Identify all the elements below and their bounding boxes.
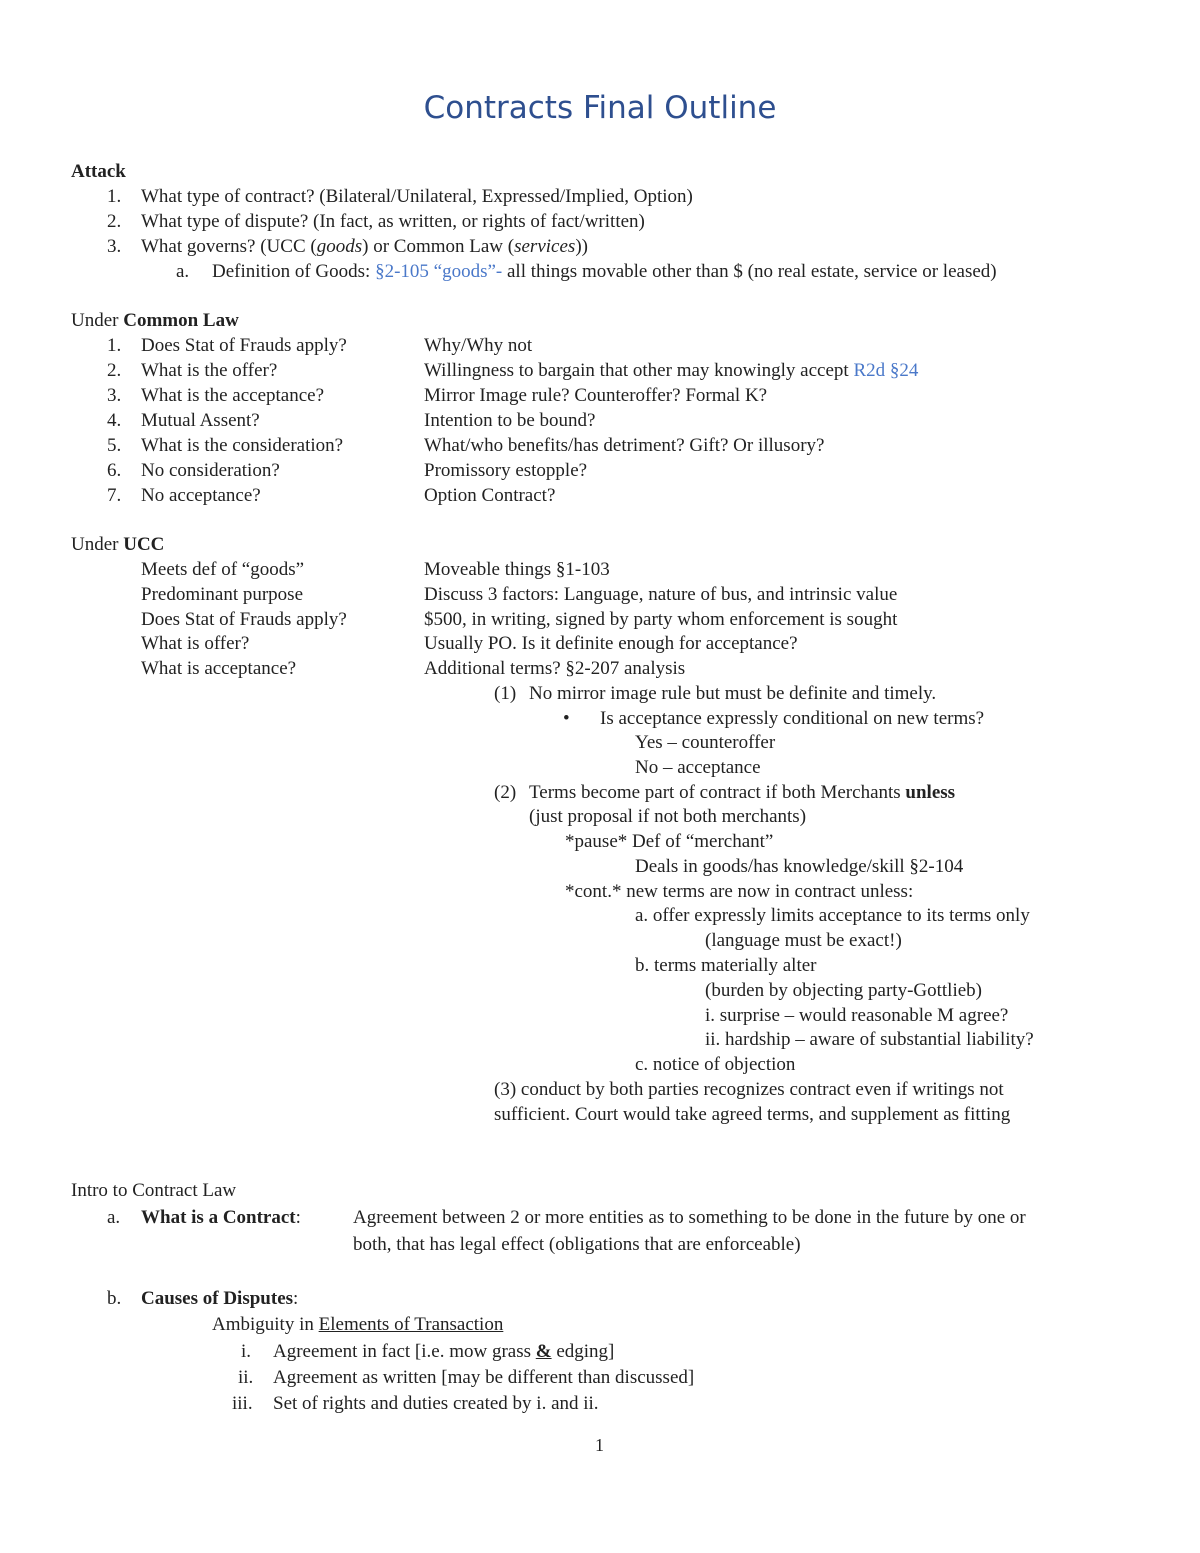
contract-definition-label: What is a Contract: xyxy=(141,1207,301,1228)
analysis-text: No mirror image rule but must be definite and timely. xyxy=(529,683,937,704)
cl-row-answer: What/who benefits/has detriment? Gift? Or illusory? xyxy=(424,435,825,456)
analysis-text: sufficient. Court would take agreed terms, and supplement as fitting xyxy=(494,1104,1011,1125)
cl-row-num: 2. xyxy=(107,360,122,381)
ucc-row-question: What is offer? xyxy=(141,633,250,654)
section-2-105-link: §2-105 “goods”- xyxy=(375,261,507,282)
cl-row-num: 1. xyxy=(107,335,122,356)
page-title: Contracts Final Outline xyxy=(423,90,777,126)
analysis-text: Deals in goods/has knowledge/skill §2-104 xyxy=(635,856,964,877)
cl-row-question: What is the offer? xyxy=(141,360,278,381)
ucc-row-answer: Discuss 3 factors: Language, nature of bus, and intrinsic value xyxy=(424,584,898,605)
contract-definition: both, that has legal effect (obligations that are enforceable) xyxy=(353,1234,801,1255)
cl-row-question: Does Stat of Frauds apply? xyxy=(141,335,347,356)
analysis-text: *pause* Def of “merchant” xyxy=(565,831,774,852)
page-number: 1 xyxy=(595,1435,604,1455)
analysis-text: (just proposal if not both merchants) xyxy=(529,806,807,827)
analysis-num: (1) xyxy=(494,683,517,704)
intro-heading: Intro to Contract Law xyxy=(71,1180,237,1201)
common-law-heading: Under Common Law xyxy=(71,310,239,331)
ucc-row-answer: Additional terms? §2-207 analysis xyxy=(424,658,686,679)
cl-row-question: No acceptance? xyxy=(141,485,261,506)
element-item: Set of rights and duties created by i. and ii. xyxy=(273,1393,599,1414)
cl-row-question: No consideration? xyxy=(141,460,280,481)
causes-label: Causes of Disputes: xyxy=(141,1288,299,1309)
ucc-row-question: What is acceptance? xyxy=(141,658,297,679)
analysis-text: b. terms materially alter xyxy=(635,955,817,976)
cl-row-num: 6. xyxy=(107,460,122,481)
analysis-text: (3) conduct by both parties recognizes contract even if writings not xyxy=(494,1079,1004,1100)
analysis-text: (burden by objecting party-Gottlieb) xyxy=(705,980,983,1001)
ucc-row-question: Meets def of “goods” xyxy=(141,559,305,580)
bullet-icon: • xyxy=(563,708,570,729)
element-item: Agreement in fact [i.e. mow grass & edging] xyxy=(273,1341,615,1362)
intro-letter: a. xyxy=(107,1207,121,1228)
ucc-row-answer: Usually PO. Is it definite enough for acceptance? xyxy=(424,633,798,654)
cl-row-answer: Why/Why not xyxy=(424,335,533,356)
analysis-text: Terms become part of contract if both Merchants unless xyxy=(529,782,956,803)
r2d-24-link: R2d §24 xyxy=(853,360,919,381)
attack-item-num: 1. xyxy=(107,186,122,207)
ucc-row-question: Predominant purpose xyxy=(141,584,304,605)
cl-row-question: What is the acceptance? xyxy=(141,385,325,406)
cl-row-num: 4. xyxy=(107,410,122,431)
analysis-text: *cont.* new terms are now in contract unless: xyxy=(565,881,914,902)
analysis-text: Yes – counteroffer xyxy=(635,732,776,753)
analysis-num: (2) xyxy=(494,782,517,803)
analysis-text: No – acceptance xyxy=(635,757,761,778)
ucc-row-answer: Moveable things §1-103 xyxy=(424,559,610,580)
ucc-row-question: Does Stat of Frauds apply? xyxy=(141,609,347,630)
roman-num: i. xyxy=(241,1341,252,1362)
attack-sub-letter: a. xyxy=(176,261,190,282)
analysis-text: Is acceptance expressly conditional on new terms? xyxy=(600,708,985,729)
analysis-text: ii. hardship – aware of substantial liability? xyxy=(705,1029,1034,1050)
attack-item-num: 3. xyxy=(107,236,122,257)
intro-letter: b. xyxy=(107,1288,122,1309)
attack-item-text: What type of contract? (Bilateral/Unilateral, Expressed/Implied, Option) xyxy=(141,186,693,207)
cl-row-answer: Promissory estopple? xyxy=(424,460,588,481)
services-italic: services xyxy=(514,236,576,257)
element-item: Agreement as written [may be different than discussed] xyxy=(273,1367,695,1388)
attack-item-num: 2. xyxy=(107,211,122,232)
analysis-text: c. notice of objection xyxy=(635,1054,796,1075)
cl-row-question: What is the consideration? xyxy=(141,435,344,456)
cl-row-answer: Option Contract? xyxy=(424,485,556,506)
attack-item-text: What type of dispute? (In fact, as written, or rights of fact/written) xyxy=(141,211,645,232)
cl-row-answer: Intention to be bound? xyxy=(424,410,596,431)
ambiguity-line: Ambiguity in Elements of Transaction xyxy=(212,1314,504,1335)
cl-row-question: Mutual Assent? xyxy=(141,410,260,431)
cl-row-num: 7. xyxy=(107,485,122,506)
cl-row-num: 5. xyxy=(107,435,122,456)
attack-item-governs: What governs? (UCC (goods) or Common Law (services)) xyxy=(141,236,588,257)
goods-definition: Definition of Goods: §2-105 “goods”- all things movable other than $ (no real estate, service or leased) xyxy=(212,261,997,282)
roman-num: iii. xyxy=(232,1393,253,1414)
roman-num: ii. xyxy=(238,1367,254,1388)
goods-italic: goods xyxy=(316,236,363,257)
cl-row-num: 3. xyxy=(107,385,122,406)
analysis-text: a. offer expressly limits acceptance to its terms only xyxy=(635,905,1030,926)
attack-heading: Attack xyxy=(71,161,126,182)
analysis-text: (language must be exact!) xyxy=(705,930,902,951)
contract-definition: Agreement between 2 or more entities as to something to be done in the future by one or xyxy=(353,1207,1026,1228)
analysis-text: i. surprise – would reasonable M agree? xyxy=(705,1005,1009,1026)
cl-row-answer: Willingness to bargain that other may knowingly accept R2d §24 xyxy=(424,360,919,381)
ucc-row-answer: $500, in writing, signed by party whom enforcement is sought xyxy=(424,609,898,630)
cl-row-answer: Mirror Image rule? Counteroffer? Formal K? xyxy=(424,385,768,406)
ucc-heading: Under UCC xyxy=(71,534,165,555)
